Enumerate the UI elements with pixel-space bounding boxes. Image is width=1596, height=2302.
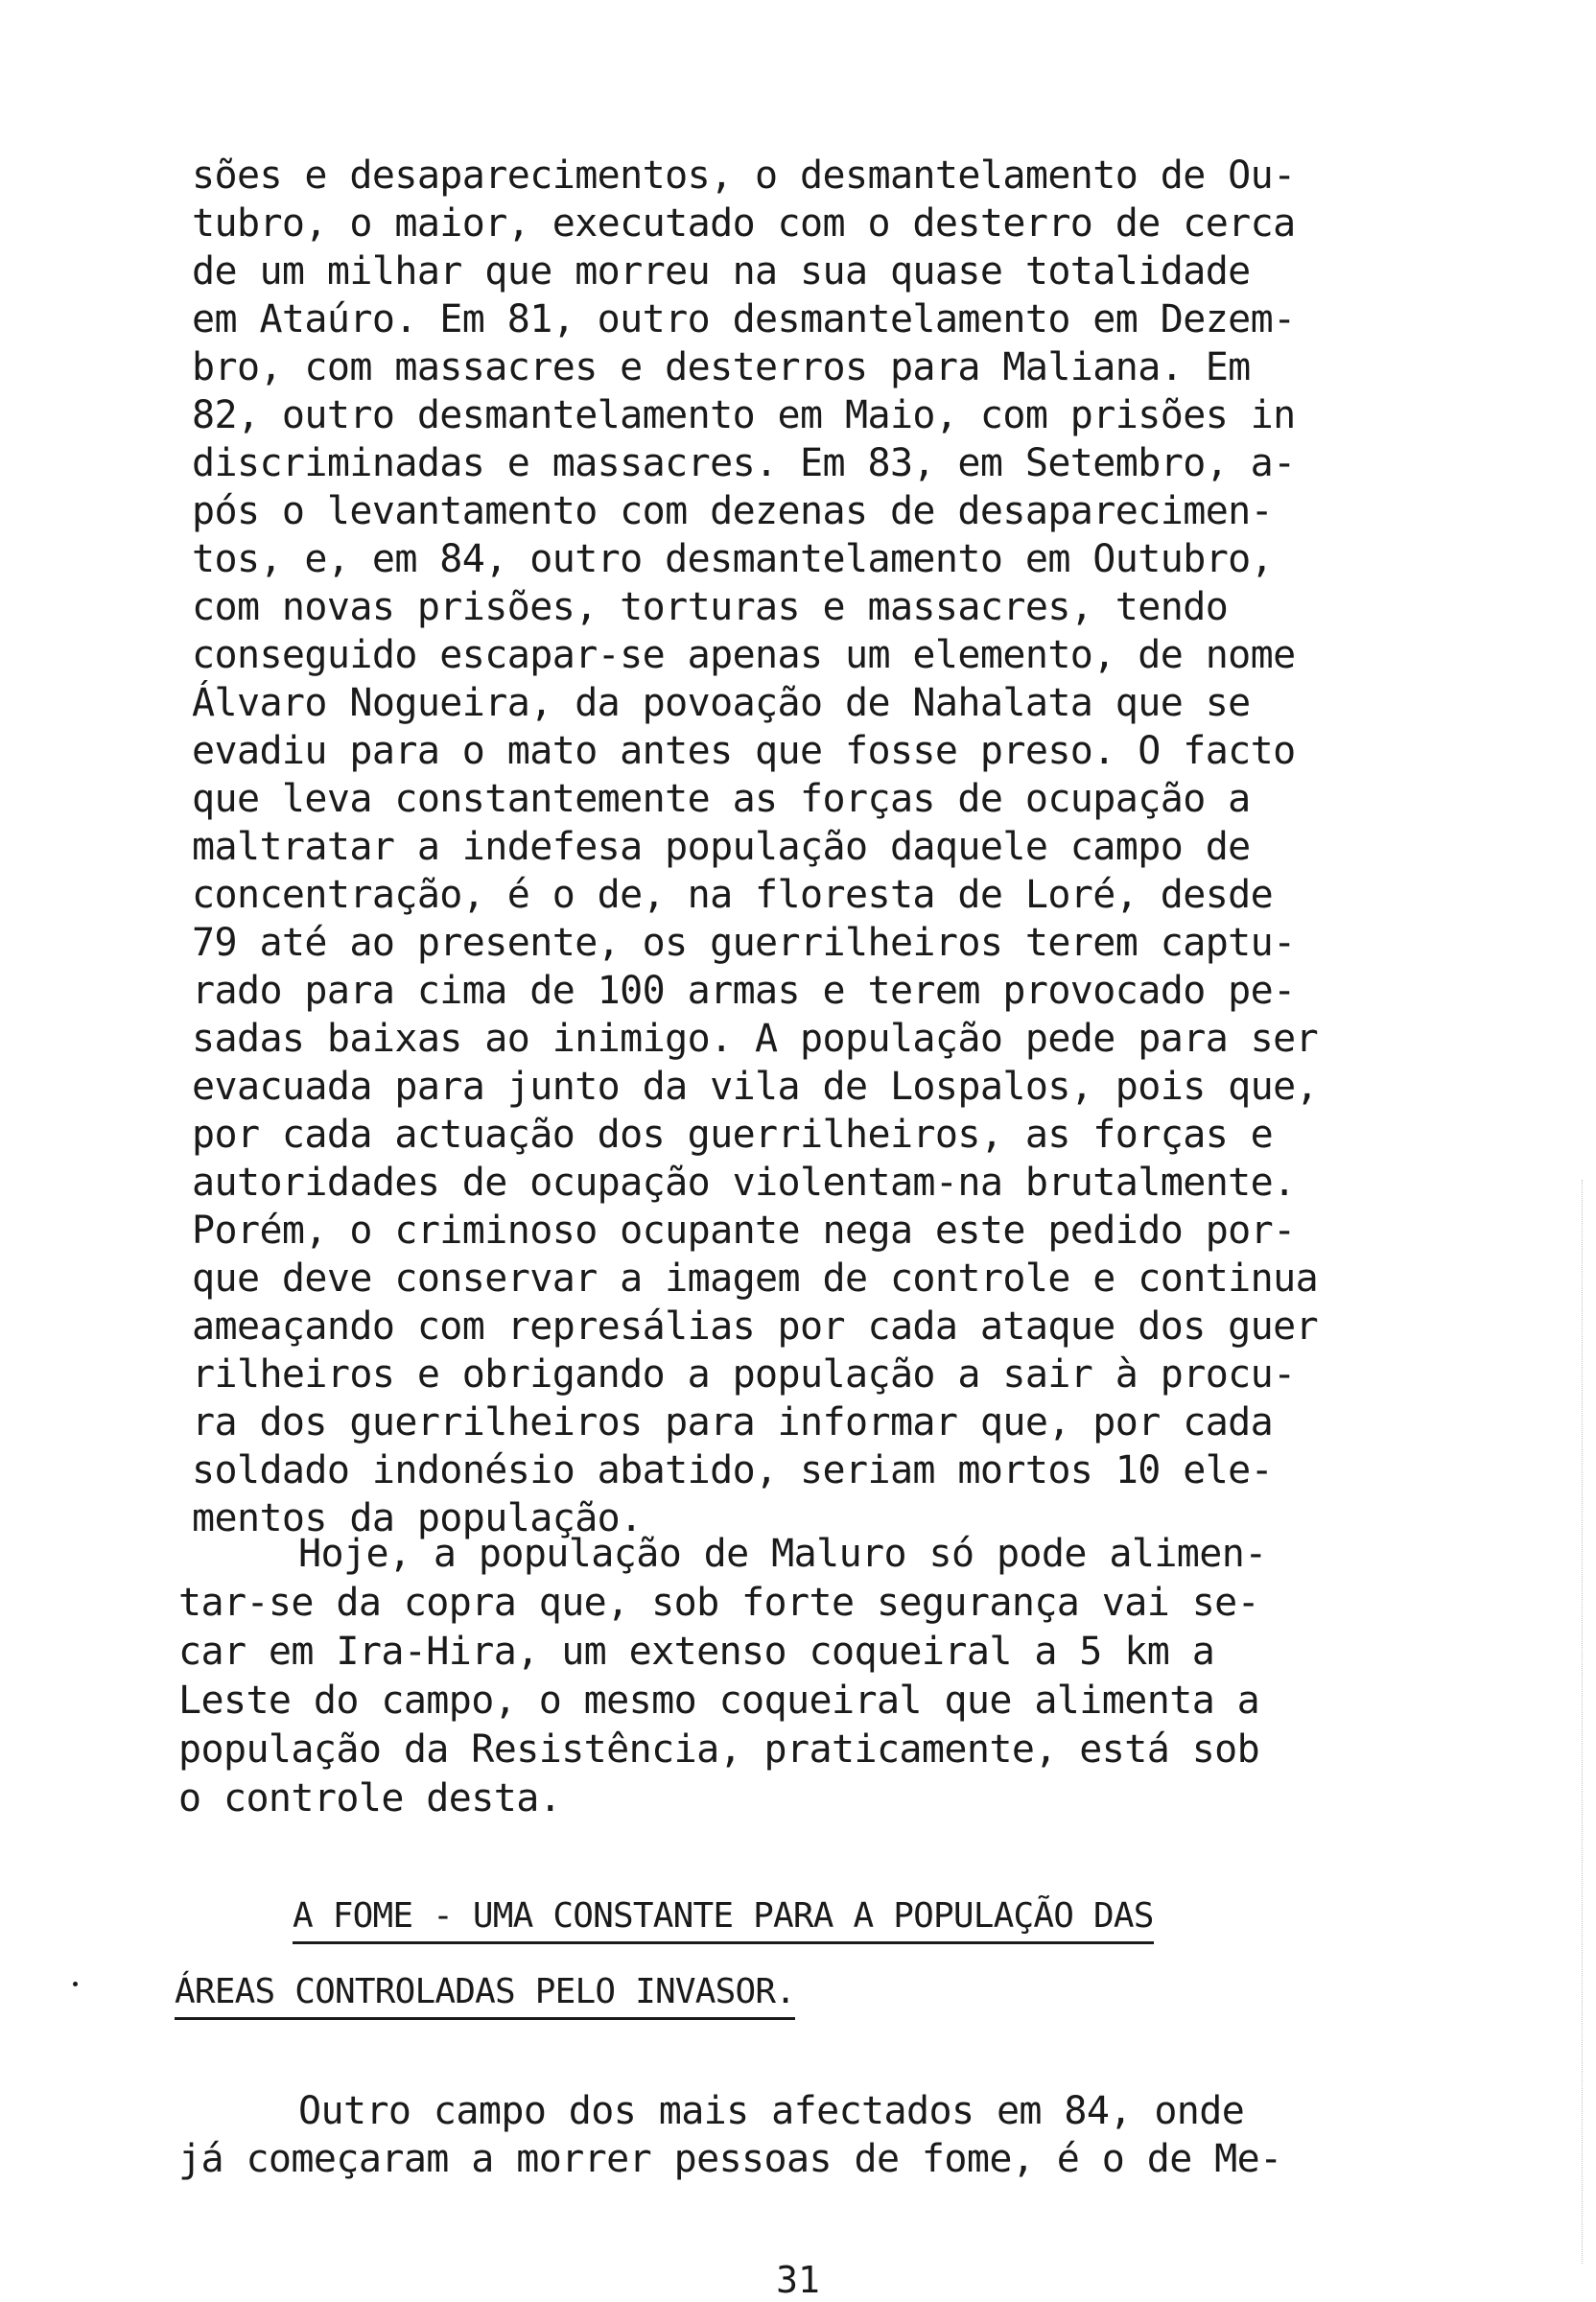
paragraph-3 [178, 2087, 1425, 2183]
text-line: rado para cima de 100 armas e terem provocado pe- [192, 969, 1296, 1013]
text-line: conseguido escapar-se apenas um elemento, de nome [192, 633, 1296, 677]
section-heading [175, 1897, 1421, 2020]
text-line: discriminadas e massacres. Em 83, em Setembro, a- [192, 441, 1296, 485]
text-line: autoridades de ocupação violentam-na brutalmente. [192, 1161, 1296, 1205]
text-line: Porém, o criminoso ocupante nega este pedido por- [192, 1209, 1296, 1253]
heading-line: ÁREAS CONTROLADAS PELO INVASOR. [175, 1973, 795, 2020]
scan-speck [73, 1982, 78, 1986]
text-line: de um milhar que morreu na sua quase totalidade [192, 249, 1251, 294]
text-line: já começaram a morrer pessoas de fome, é o de Me- [178, 2137, 1282, 2181]
text-line: car em Ira-Hira, um extenso coqueiral a 5 km a [178, 1630, 1215, 1674]
text-line: tar-se da copra que, sob forte segurança vai se- [178, 1581, 1260, 1625]
text-line: mentos da população. [192, 1496, 643, 1540]
text-line: concentração, é o de, na floresta de Loré, desde [192, 873, 1274, 917]
text-line: Outro campo dos mais afectados em 84, onde [298, 2089, 1245, 2133]
text-line: ra dos guerrilheiros para informar que, por cada [192, 1400, 1274, 1445]
paragraph-1 [192, 152, 1400, 1542]
text-line: tos, e, em 84, outro desmantelamento em Outubro, [192, 537, 1274, 581]
text-line: que deve conservar a imagem de controle e continua [192, 1257, 1319, 1301]
page-number: 31 [776, 2259, 820, 2301]
scan-edge-marks [1582, 1180, 1596, 2264]
text-line: com novas prisões, torturas e massacres, tendo [192, 585, 1229, 629]
text-line: por cada actuação dos guerrilheiros, as forças e [192, 1113, 1274, 1157]
text-line: população da Resistência, praticamente, está sob [178, 1727, 1260, 1772]
paragraph-2 [178, 1530, 1406, 1823]
text-line: evadiu para o mato antes que fosse preso. O facto [192, 729, 1296, 773]
text-line: tubro, o maior, executado com o desterro de cerca [192, 201, 1296, 246]
text-line: que leva constantemente as forças de ocupação a [192, 777, 1251, 821]
text-line: sões e desaparecimentos, o desmantelamento de Ou- [192, 153, 1296, 198]
text-line: 82, outro desmantelamento em Maio, com prisões in [192, 393, 1296, 437]
text-line: ameaçando com represálias por cada ataque dos guer [192, 1304, 1319, 1349]
text-line: Hoje, a população de Maluro só pode alimen- [298, 1532, 1267, 1576]
heading-line: A FOME - UMA CONSTANTE PARA A POPULAÇÃO DAS [293, 1897, 1154, 1944]
text-line: sadas baixas ao inimigo. A população pede para ser [192, 1017, 1319, 1061]
text-line: maltratar a indefesa população daquele campo de [192, 825, 1251, 869]
text-line: Álvaro Nogueira, da povoação de Nahalata que se [192, 681, 1251, 725]
text-line: o controle desta. [178, 1776, 562, 1820]
text-line: bro, com massacres e desterros para Maliana. Em [192, 345, 1251, 389]
text-line: pós o levantamento com dezenas de desaparecimen- [192, 489, 1274, 533]
text-line: em Ataúro. Em 81, outro desmantelamento em Dezem- [192, 297, 1296, 341]
text-line: evacuada para junto da vila de Lospalos, pois que, [192, 1065, 1319, 1109]
text-line: rilheiros e obrigando a população a sair à procu- [192, 1352, 1296, 1397]
text-line: soldado indonésio abatido, seriam mortos 10 ele- [192, 1448, 1274, 1492]
text-line: Leste do campo, o mesmo coqueiral que alimenta a [178, 1679, 1260, 1723]
text-line: 79 até ao presente, os guerrilheiros terem captu- [192, 921, 1296, 965]
